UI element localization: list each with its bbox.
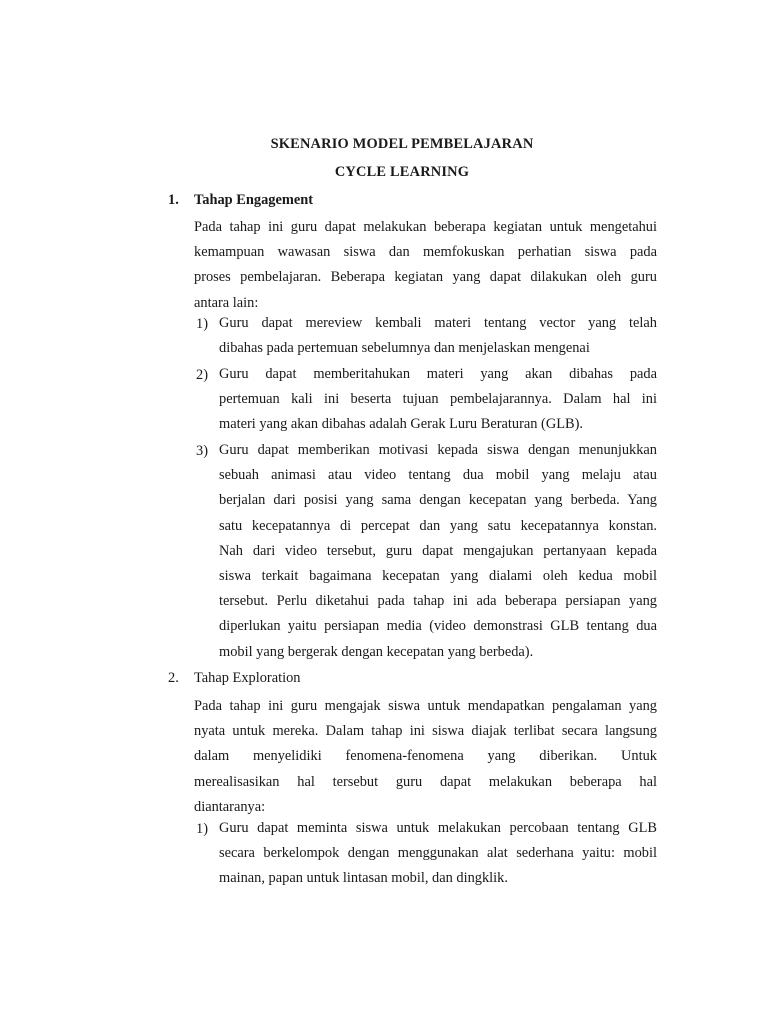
text-line: Pada tahap ini guru mengajak siswa untuk mendapatkan pengalaman yang <box>194 698 657 714</box>
text-line: Guru dapat memberikan motivasi kepada siswa dengan menunjukkan <box>219 442 657 458</box>
section-1-intro <box>194 215 657 316</box>
text-line: Guru dapat meminta siswa untuk melakukan percobaan tentang GLB <box>219 820 657 836</box>
section-2-intro <box>194 694 657 820</box>
text-line: mobil yang bergerak dengan kecepatan yang berbeda). <box>219 643 534 660</box>
text-line: dibahas pada pertemuan sebelumnya dan menjelaskan mengenai <box>219 340 590 357</box>
text-line: diantaranya: <box>194 798 266 815</box>
text-line: nyata untuk mereka. Dalam tahap ini siswa diajak terlibat secara langsung <box>194 723 657 740</box>
text-line: berjalan dari posisi yang sama dengan kecepatan yang berbeda. Yang <box>219 492 657 509</box>
text-line: merealisasikan hal tersebut guru dapat melakukan beberapa hal <box>194 773 657 790</box>
section-2-number: 2. <box>168 670 179 686</box>
text-line: antara lain: <box>194 294 259 311</box>
text-line: mainan, papan untuk lintasan mobil, dan dingklik. <box>219 870 508 887</box>
list-item-text <box>219 362 657 438</box>
list-marker: 1) <box>196 821 208 837</box>
list-item-text <box>219 816 657 892</box>
text-line: satu kecepatannya di percepat dan yang satu kecepatannya konstan. <box>219 517 657 534</box>
section-2-heading: Tahap Exploration <box>194 670 301 686</box>
text-line: proses pembelajaran. Beberapa kegiatan yang dapat dilakukan oleh guru <box>194 269 657 286</box>
list-item-text <box>219 311 657 361</box>
text-line: Nah dari video tersebut, guru dapat mengajukan pertanyaan kepada <box>219 542 657 559</box>
text-line: Guru dapat memberitahukan materi yang akan dibahas pada <box>219 366 657 382</box>
list-item-text <box>219 438 657 665</box>
text-line: materi yang akan dibahas adalah Gerak Luru Beraturan (GLB). <box>219 416 584 433</box>
list-marker: 3) <box>196 443 208 459</box>
text-line: pertemuan kali ini beserta tujuan pembelajarannya. Dalam hal ini <box>219 391 657 408</box>
text-line: sebuah animasi atau video tentang dua mobil yang melaju atau <box>219 467 657 484</box>
text-line: tersebut. Perlu diketahui pada tahap ini ada beberapa persiapan yang <box>219 593 657 610</box>
document-title: SKENARIO MODEL PEMBELAJARAN <box>270 136 534 152</box>
text-line: kemampuan wawasan siswa dan memfokuskan perhatian siswa pada <box>194 244 657 261</box>
text-line: dalam menyelidiki fenomena-fenomena yang diberikan. Untuk <box>194 748 657 765</box>
text-line: Pada tahap ini guru dapat melakukan beberapa kegiatan untuk mengetahui <box>194 219 657 235</box>
text-line: siswa terkait bagaimana kecepatan yang dialami oleh kedua mobil <box>219 567 657 584</box>
section-1-heading: Tahap Engagement <box>194 192 314 208</box>
list-marker: 2) <box>196 367 208 383</box>
text-line: Guru dapat mereview kembali materi tentang vector yang telah <box>219 315 657 331</box>
text-line: diperlukan yaitu persiapan media (video demonstrasi GLB tentang dua <box>219 618 657 635</box>
list-marker: 1) <box>196 316 208 332</box>
text-line: secara berkelompok dengan menggunakan alat sederhana yaitu: mobil <box>219 845 657 862</box>
section-1-number: 1. <box>168 192 179 208</box>
document-subtitle: CYCLE LEARNING <box>334 164 470 180</box>
